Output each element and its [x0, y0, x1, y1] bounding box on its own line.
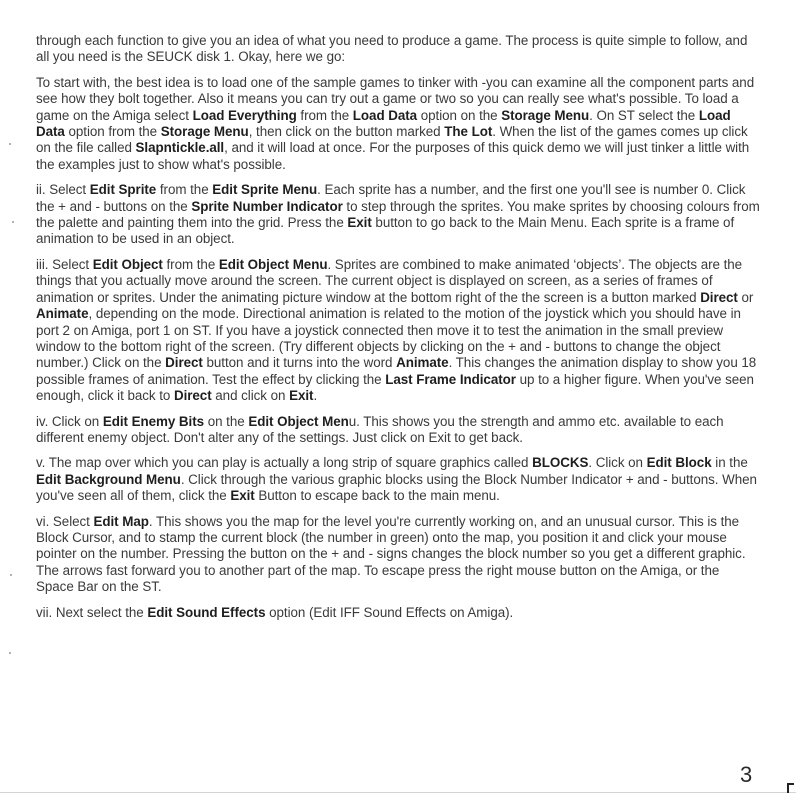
- bold-term: Exit: [347, 215, 372, 231]
- text-run: to step through the sprites. You make sprites by choosing colours from the palette and painting them into the grid. Press the: [36, 198, 760, 231]
- text-run: or: [737, 289, 754, 305]
- text-run: , depending on the mode. Directional animation is related to the motion of the joystick which you should have in port 2 on Amiga, port 1 on ST. If you have a joystick connected then move it to test the animation in the small preview window to the bottom right of the screen. (Try different objects by clicking on the + and - buttons to change the object number.) Click on the: [36, 306, 741, 371]
- scan-speck: [9, 652, 11, 654]
- bold-term: Edit Sound Effects: [147, 604, 266, 620]
- bold-term: Load Data: [36, 107, 731, 140]
- bold-term: Edit Sprite Menu: [212, 182, 318, 198]
- bold-term: Edit Object Men: [248, 413, 349, 429]
- text-run: button and it turns into the word: [202, 355, 397, 371]
- bottom-rule: [0, 792, 796, 793]
- bold-term: The Lot: [444, 124, 493, 140]
- text-run: . When the list of the games comes up click on the file called: [36, 124, 748, 156]
- text-run: option from the: [64, 124, 161, 140]
- paragraph: [36, 33, 760, 66]
- page-number: 3: [740, 762, 753, 787]
- bold-term: Storage Menu: [501, 107, 590, 123]
- scan-speck: [9, 143, 11, 145]
- text-run: from the: [156, 182, 213, 198]
- text-run: , and it will load at once. For the purposes of this quick demo we will just tinker a little with the examples just to show what's possible.: [36, 140, 750, 172]
- bold-term: Load Everything: [192, 107, 297, 123]
- text-run: , then click on the button marked: [248, 124, 445, 140]
- bold-term: Last Frame Indicator: [385, 371, 516, 387]
- bold-term: Edit Background Menu: [36, 471, 181, 487]
- text-run: . Click on: [588, 455, 647, 471]
- text-run: from the: [162, 256, 219, 272]
- bold-term: Slapntickle.all: [135, 140, 225, 156]
- bold-term: Animate: [36, 306, 89, 322]
- bold-term: Exit: [230, 488, 255, 504]
- text-run: vii. Next select the: [36, 604, 148, 620]
- text-run: . Sprites are combined to make animated ‘objects’. The objects are the things that you actually move around the screen. The current object is displayed on screen, as a series of frames of animation or sprites. Under the animating picture window at the bottom right of the the screen is a button marked: [36, 256, 743, 305]
- paragraph: [36, 257, 760, 405]
- bold-term: BLOCKS: [532, 455, 589, 471]
- bold-term: Edit Block: [646, 455, 712, 471]
- bold-term: Direct: [165, 355, 203, 371]
- text-run: iii. Select: [36, 256, 93, 272]
- crop-mark: [787, 783, 794, 793]
- text-run: iv. Click on: [36, 413, 103, 429]
- bold-term: Animate: [396, 355, 449, 371]
- text-run: ii. Select: [36, 182, 90, 198]
- text-run: .: [313, 388, 318, 404]
- bold-term: Exit: [289, 388, 314, 404]
- text-run: . This changes the animation display to show you 18 possible frames of animation. Test the effect by clicking the: [36, 355, 757, 387]
- text-run: Button to escape back to the main menu.: [254, 488, 500, 504]
- bold-term: Storage Menu: [160, 124, 249, 140]
- scan-speck: [10, 574, 12, 576]
- paragraph: [36, 605, 760, 621]
- text-run: To start with, the best idea is to load one of the sample games to tinker with -you can examine all the component parts and see how they bolt together. Also it means you can try out a game or two so you can really see what's possible. To load a game on the Amiga select: [36, 74, 755, 123]
- bold-term: Sprite Number Indicator: [191, 198, 343, 214]
- bold-term: Edit Sprite: [89, 182, 157, 198]
- text-run: . On ST select the: [589, 107, 699, 123]
- text-run: in the: [711, 455, 748, 471]
- paragraph: [36, 514, 760, 596]
- text-run: on the: [204, 413, 249, 429]
- text-run: v. The map over which you can play is actually a long strip of square graphics called: [36, 455, 533, 471]
- text-run: vi. Select: [36, 513, 94, 529]
- text-run: and click on: [211, 388, 290, 404]
- paragraph: [36, 75, 760, 173]
- text-run: option on the: [417, 107, 502, 123]
- text-run: u. This shows you the strength and ammo etc. available to each different enemy object. Don't alter any of the settings. Just click on Exit to get back.: [36, 413, 724, 445]
- paragraph: [36, 455, 760, 504]
- text-run: up to a higher figure. When you've seen enough, click it back to: [36, 371, 754, 404]
- bold-term: Edit Object: [92, 256, 163, 272]
- body-text: [36, 33, 760, 630]
- paragraph: [36, 414, 760, 447]
- bold-term: Load Data: [352, 107, 418, 123]
- text-run: option (Edit IFF Sound Effects on Amiga).: [265, 604, 514, 620]
- bold-term: Direct: [173, 388, 212, 404]
- bold-term: Direct: [700, 289, 738, 305]
- bold-term: Edit Map: [93, 513, 149, 529]
- text-run: through each function to give you an idea of what you need to produce a game. The process is quite simple to follow, and all you need is the SEUCK disk 1. Okay, here we go:: [36, 33, 748, 65]
- text-run: . This shows you the map for the level you're currently working on, and an unusual cursor. This is the Block Cursor, and to stamp the current block (the number in green) onto the map, you position it and click your mouse pointer on the number. Pressing the button on the + and - signs changes the block number so you get a different graphic. The arrows fast forward you to another part of the map. To escape press the right mouse button on the Amiga, or the Space Bar on the ST.: [36, 513, 746, 595]
- bold-term: Edit Enemy Bits: [102, 413, 205, 429]
- bold-term: Edit Object Menu: [218, 256, 328, 272]
- text-run: button to go back to the Main Menu. Each sprite is a frame of animation to be used in an object.: [36, 215, 735, 247]
- paragraph: [36, 182, 760, 248]
- text-run: from the: [296, 107, 353, 123]
- text-run: . Each sprite has a number, and the first one you'll see is number 0. Click the + and - buttons on the: [36, 182, 746, 214]
- text-run: . Click through the various graphic blocks using the Block Number Indicator + and - buttons. When you've seen all of them, click the: [36, 471, 757, 504]
- scan-speck: [12, 221, 14, 223]
